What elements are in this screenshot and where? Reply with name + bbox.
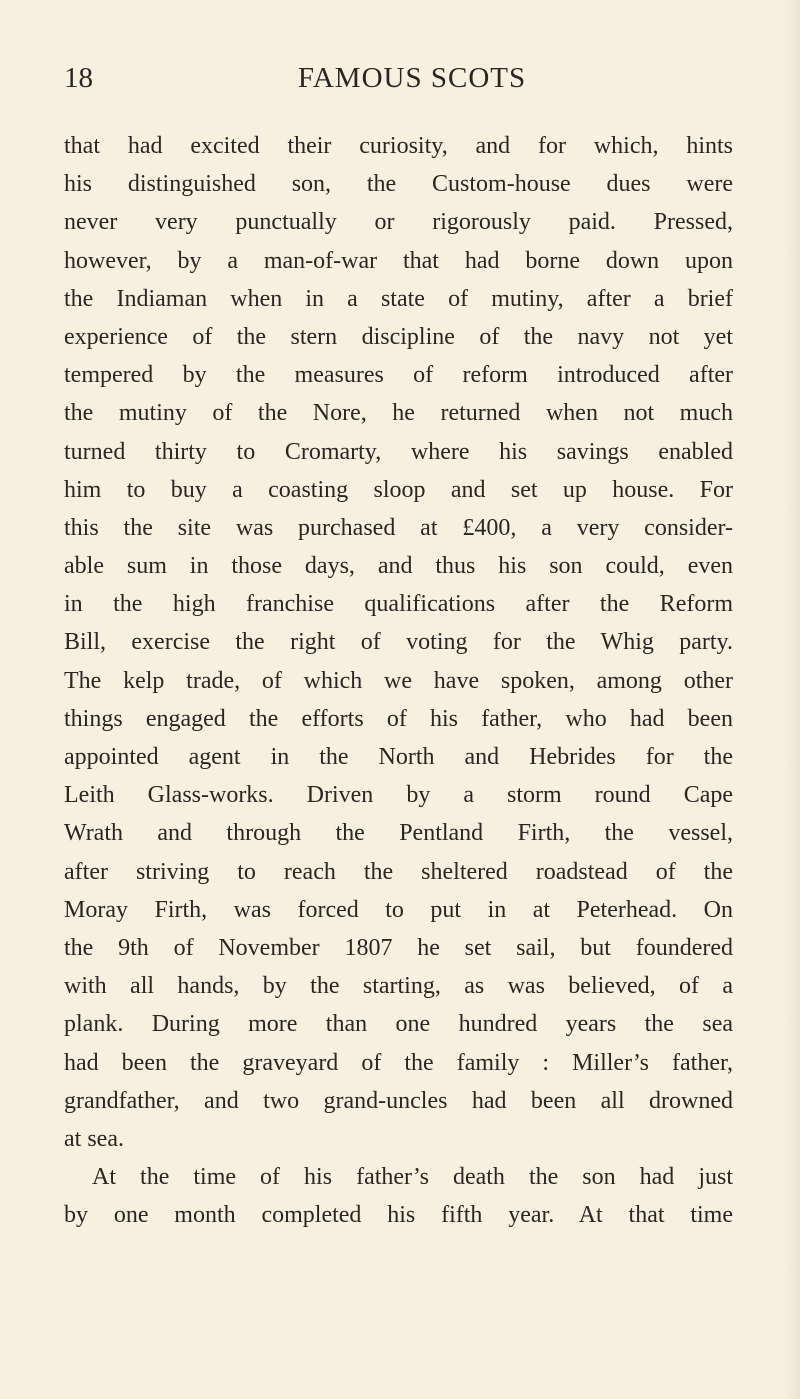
text-line: appointed agent in the North and Hebrides for the (64, 744, 733, 770)
text-line: Moray Firth, was forced to put in at Peterhead. On (64, 896, 733, 923)
text-line: things engaged the efforts of his father, who had been (64, 705, 733, 732)
page-number: 18 (64, 62, 93, 94)
text-line: able sum in those days, and thus his son could, even (64, 553, 733, 580)
text-line: with all hands, by the starting, as was believed, of a (64, 973, 733, 1000)
text-line-paragraph-end: at sea. (64, 1125, 124, 1152)
text-line: had been the graveyard of the family : Miller’s father, (64, 1049, 733, 1076)
text-line: by one month completed his fifth year. At that time (64, 1202, 733, 1229)
body-text (64, 127, 733, 1234)
text-line: the mutiny of the Nore, he returned when not much (64, 400, 733, 427)
text-line: never very punctually or rigorously paid. Pressed, (64, 209, 733, 236)
text-line: the 9th of November 1807 he set sail, but foundered (64, 934, 733, 961)
text-line: Leith Glass-works. Driven by a storm round Cape (64, 782, 733, 809)
text-line: this the site was purchased at £400, a very consider- (64, 514, 733, 541)
text-line: grandfather, and two grand-uncles had been all drowned (64, 1087, 733, 1114)
text-line: plank. During more than one hundred years the sea (64, 1011, 733, 1038)
text-line: turned thirty to Cromarty, where his savings enabled (64, 438, 733, 465)
text-line: experience of the stern discipline of the navy not yet (64, 323, 733, 350)
text-line: his distinguished son, the Custom-house dues were (64, 171, 733, 198)
text-line: The kelp trade, of which we have spoken, among other (64, 667, 733, 694)
text-line: Wrath and through the Pentland Firth, the vessel, (64, 820, 733, 847)
text-line: tempered by the measures of reform introduced after (64, 362, 733, 389)
text-line: that had excited their curiosity, and for which, hints (64, 133, 733, 159)
text-line: in the high franchise qualifications after the Reform (64, 591, 733, 618)
text-line: Bill, exercise the right of voting for the Whig party. (64, 629, 733, 656)
text-line-paragraph-start: At the time of his father’s death the son had just (92, 1164, 733, 1191)
page-header (64, 62, 730, 102)
running-title: FAMOUS SCOTS (297, 62, 527, 94)
text-line: however, by a man-of-war that had borne down upon (64, 247, 733, 274)
text-line: him to buy a coasting sloop and set up house. For (64, 476, 733, 503)
page-edge-shading (784, 0, 800, 1399)
text-line: the Indiaman when in a state of mutiny, after a brief (64, 285, 733, 312)
text-line: after striving to reach the sheltered roadstead of the (64, 858, 733, 885)
